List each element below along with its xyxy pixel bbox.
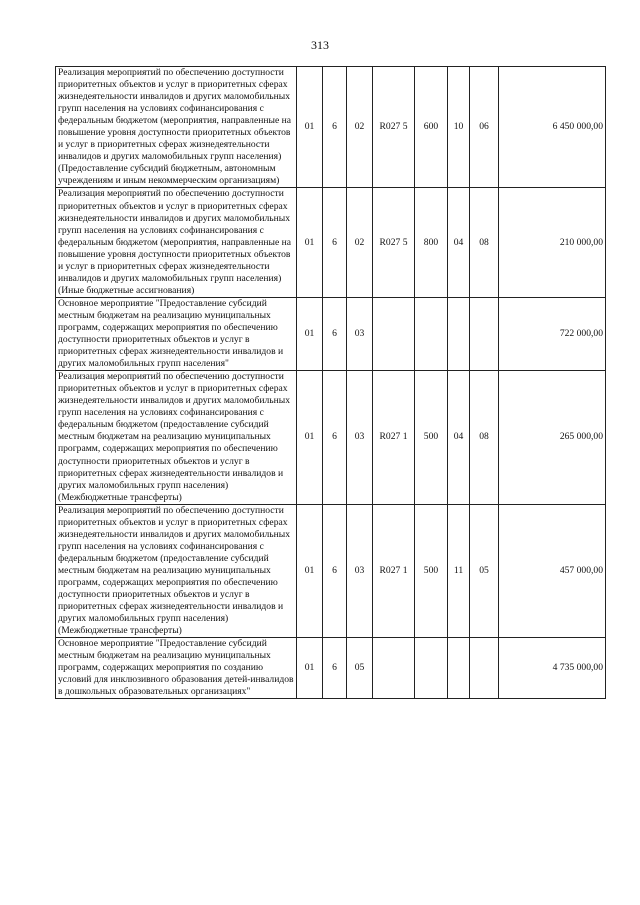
program-code: 01: [297, 188, 323, 297]
expense-type-code: [415, 297, 448, 370]
section-code: [448, 297, 470, 370]
subsection-code: 06: [470, 67, 499, 188]
expense-type-code: [415, 638, 448, 699]
direction-code: R027 5: [373, 67, 415, 188]
section-code: [448, 638, 470, 699]
table-row: [56, 371, 606, 505]
subprogram-code: 6: [323, 371, 347, 505]
table-row: [56, 67, 606, 188]
direction-code: [373, 638, 415, 699]
event-code: 03: [347, 504, 373, 638]
direction-code: R027 1: [373, 371, 415, 505]
program-code: 01: [297, 67, 323, 188]
program-code: 01: [297, 504, 323, 638]
expense-type-code: 500: [415, 371, 448, 505]
table-body: [56, 67, 606, 699]
row-name: Реализация мероприятий по обеспечению доступности приоритетных объектов и услуг в приоритетных сферах жизнедеятельности инвалидов и других маломобильных групп населения на условиях софинансирования с федеральным бюджетом (мероприятия, направленные на повышение уровня доступности приоритетных объектов и услуг в приоритетных сферах жизнедеятельности инвалидов и других маломобильных групп населения) (Предоставление субсидий бюджетным, автономным учреждениям и иным некоммерческим организациям): [56, 67, 297, 188]
amount: 457 000,00: [499, 504, 606, 638]
table-row: [56, 297, 606, 370]
expense-type-code: 800: [415, 188, 448, 297]
subprogram-code: 6: [323, 638, 347, 699]
page-number: 313: [311, 38, 329, 52]
event-code: 05: [347, 638, 373, 699]
event-code: 02: [347, 188, 373, 297]
direction-code: [373, 297, 415, 370]
program-code: 01: [297, 638, 323, 699]
program-code: 01: [297, 371, 323, 505]
amount: 4 735 000,00: [499, 638, 606, 699]
amount: 722 000,00: [499, 297, 606, 370]
direction-code: R027 5: [373, 188, 415, 297]
program-code: 01: [297, 297, 323, 370]
table-row: [56, 504, 606, 638]
subprogram-code: 6: [323, 504, 347, 638]
event-code: 02: [347, 67, 373, 188]
subprogram-code: 6: [323, 297, 347, 370]
event-code: 03: [347, 371, 373, 505]
table-row: [56, 638, 606, 699]
subprogram-code: 6: [323, 67, 347, 188]
subsection-code: 05: [470, 504, 499, 638]
section-code: 10: [448, 67, 470, 188]
expense-type-code: 500: [415, 504, 448, 638]
table-row: [56, 188, 606, 297]
section-code: 04: [448, 371, 470, 505]
row-name: Основное мероприятие "Предоставление субсидий местным бюджетам на реализацию муниципальных программ, содержащих мероприятия по созданию условий для инклюзивного образования детей-инвалидов в дошкольных образовательных организациях": [56, 638, 297, 699]
expense-type-code: 600: [415, 67, 448, 188]
amount: 265 000,00: [499, 371, 606, 505]
row-name: Реализация мероприятий по обеспечению доступности приоритетных объектов и услуг в приоритетных сферах жизнедеятельности инвалидов и других маломобильных групп населения на условиях софинансирования с федеральным бюджетом (предоставление субсидий местным бюджетам на реализацию муниципальных программ, содержащих мероприятия по обеспечению доступности приоритетных объектов и услуг в приоритетных сферах жизнедеятельности инвалидов и других маломобильных групп населения) (Межбюджетные трансферты): [56, 504, 297, 638]
subsection-code: [470, 297, 499, 370]
budget-table: [55, 66, 606, 699]
row-name: Реализация мероприятий по обеспечению доступности приоритетных объектов и услуг в приоритетных сферах жизнедеятельности инвалидов и других маломобильных групп населения на условиях софинансирования с федеральным бюджетом (мероприятия, направленные на повышение уровня доступности приоритетных объектов и услуг в приоритетных сферах жизнедеятельности инвалидов и других маломобильных групп населения) (Иные бюджетные ассигнования): [56, 188, 297, 297]
row-name: Основное мероприятие "Предоставление субсидий местным бюджетам на реализацию муниципальных программ, содержащих мероприятия по обеспечению доступности приоритетных объектов и услуг в приоритетных сферах жизнедеятельности инвалидов и других маломобильных групп населения": [56, 297, 297, 370]
subsection-code: 08: [470, 188, 499, 297]
subsection-code: [470, 638, 499, 699]
subsection-code: 08: [470, 371, 499, 505]
event-code: 03: [347, 297, 373, 370]
row-name: Реализация мероприятий по обеспечению доступности приоритетных объектов и услуг в приоритетных сферах жизнедеятельности инвалидов и других маломобильных групп населения на условиях софинансирования с федеральным бюджетом (предоставление субсидий местным бюджетам на реализацию муниципальных программ, содержащих мероприятия по обеспечению доступности приоритетных объектов и услуг в приоритетных сферах жизнедеятельности инвалидов и других маломобильных групп населения) (Межбюджетные трансферты): [56, 371, 297, 505]
subprogram-code: 6: [323, 188, 347, 297]
section-code: 04: [448, 188, 470, 297]
amount: 6 450 000,00: [499, 67, 606, 188]
amount: 210 000,00: [499, 188, 606, 297]
section-code: 11: [448, 504, 470, 638]
direction-code: R027 1: [373, 504, 415, 638]
